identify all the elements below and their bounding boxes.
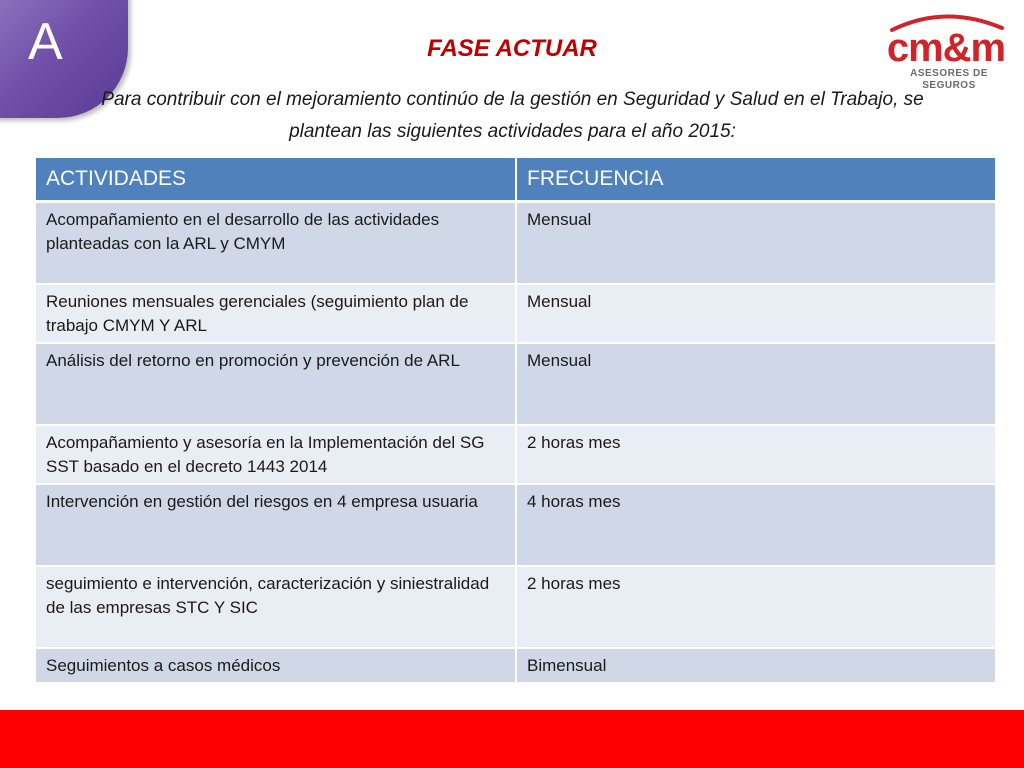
table-header-row: [36, 158, 996, 202]
logo-tagline: ASESORES DE SEGUROS: [910, 68, 988, 91]
frequency-cell: 2 horas mes: [516, 425, 996, 484]
activity-cell: Reuniones mensuales gerenciales (seguimiento plan de trabajo CMYM Y ARL: [36, 284, 516, 343]
footer-band: [0, 710, 1024, 768]
table-row: [36, 566, 996, 648]
table-row: [36, 343, 996, 425]
header-frequency: FRECUENCIA: [516, 158, 996, 202]
table-row: [36, 425, 996, 484]
section-letter: A: [28, 13, 63, 71]
page-title: FASE ACTUAR: [427, 35, 597, 62]
activity-cell: Intervención en gestión del riesgos en 4 empresa usuaria: [36, 484, 516, 566]
frequency-cell: 2 horas mes: [516, 566, 996, 648]
table-row: [36, 484, 996, 566]
activities-table: [36, 158, 997, 684]
table-row: [36, 648, 996, 683]
frequency-cell: Mensual: [516, 343, 996, 425]
activity-cell: Acompañamiento en el desarrollo de las actividades planteadas con la ARL y CMYM: [36, 202, 516, 284]
header-activities: ACTIVIDADES: [36, 158, 516, 202]
table-row: [36, 202, 996, 284]
logo-brand: cm&m: [886, 26, 1006, 70]
intro-paragraph: Para contribuir con el mejoramiento continúo de la gestión en Seguridad y Salud en el Trabajo, se plantean las siguientes actividades para el año 2015:: [101, 89, 924, 142]
activity-cell: Análisis del retorno en promoción y prevención de ARL: [36, 343, 516, 425]
frequency-cell: Mensual: [516, 284, 996, 343]
frequency-cell: 4 horas mes: [516, 484, 996, 566]
table-row: [36, 284, 996, 343]
activity-cell: Acompañamiento y asesoría en la Implementación del SG SST basado en el decreto 1443 2014: [36, 425, 516, 484]
activity-cell: seguimiento e intervención, caracterización y siniestralidad de las empresas STC Y SIC: [36, 566, 516, 648]
activity-cell: Seguimientos a casos médicos: [36, 648, 516, 683]
frequency-cell: Bimensual: [516, 648, 996, 683]
frequency-cell: Mensual: [516, 202, 996, 284]
